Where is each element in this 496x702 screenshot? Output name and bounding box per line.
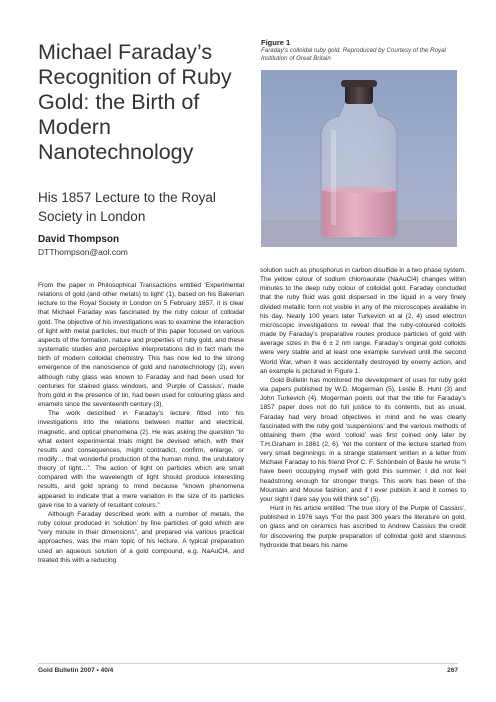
body-paragraph: From the paper in Philosophical Transactions entitled ‘Experimental relations of gold (and other metals) to light’ (1), based on his Bakerian lecture to the Royal Society in London on 5 February 1857, it is clear that Michael Faraday was fascinated by the ruby colour of colloidal gold. The objective of his investigations was to examine the interaction of light with metal particles, but much of this paper focused on various aspects of the formation, nature and properties of ruby gold, and these systematic studies and perceptive interpretations did in fact mark the birth of modern colloidal chemistry. This has now led to the strong emergence of the nanoscience of gold and nanotechnology (2), even although ruby glass was known to Faraday and had been used for centuries for stained glass windows, and ‘Purple of Cassius’, made from gold in the presence of tin, had been used for colouring glass and enamels since the seventeenth century (3). — [38, 282, 244, 409]
figure-caption-block — [261, 38, 461, 63]
journal-footer: Gold Bulletin 2007 • 40/4 — [38, 667, 114, 674]
ruby-gold-bottle-photo — [261, 70, 457, 247]
body-column-right — [260, 266, 466, 550]
body-column-left — [38, 281, 244, 565]
body-paragraph: Hunt in his article entitled ‘The true story of the Purple of Cassius’, published in 1976 says “For the past 300 years the literature on gold, on glass and on ceramics has ascribed to Andrew Cassius the credit for discovering the purple preparation of colloidal gold and stannous hydroxide that bears his name — [260, 505, 466, 549]
glass-highlight — [331, 130, 336, 225]
author-email[interactable]: DTThompson@aol.com — [38, 247, 128, 257]
footer-rule — [38, 663, 458, 664]
body-paragraph: Gold Bulletin has monitored the development of uses for ruby gold via papers published by W.D. Mogerman (5), Leslie B. Hunt (3) and John Turkevich (4). Mogerman points out that the title for Faraday’s 1857 paper does not do full justice to its contents, but as usual, Faraday had very broad objectives in mind and he was clearly fascinated with the ruby gold ‘suspensions’ and the various methods of obtaining them (the word ‘colloid’ was first coined only later by T.H.Graham in 1861 (2, 6). Yet the content of the lecture started from very small beginnings: in a strange statement written in a letter from Michael Faraday to his friend Prof C. F. Schönbein of Basle he wrote “I have been occupying myself with gold this summer; I did not feel headstrong enough for stronger things. This work has been of the Mountain and Mouse fashion; and if I ever publish it and it comes to your sight I dare say you will think so” (5). — [260, 376, 466, 503]
article-subtitle: His 1857 Lecture to the Royal Society in London — [38, 190, 216, 224]
stopper-top — [341, 80, 377, 87]
article-title: Michael Faraday’s Recognition of Ruby Gold: the Birth of Modern Nanotechnology — [38, 40, 232, 164]
body-paragraph: solution such as phosphorus in carbon disulfide in a two phase system. The yellow colour of sodium chloroaurate (NaAuCl4) changes within minutes to the deep ruby colour of colloidal gold. Faraday concluded that the ruby fluid was gold dispersed in the liquid in a very finely divided metallic form not visible in any of the microscopes available in his day. Nearly 100 years later Turkevich et al (2, 4) used electron microscopic investigations to reveal that the ruby-coloured colloids made by Faraday’s preparative routes produce particles of gold with average sizes in the 6 ± 2 nm range. Faraday’s original gold colloids were very stable and at least one example survived until the second World War, when it was accidentally destroyed by enemy action, and an example is pictured in Figure 1. — [260, 267, 466, 375]
body-paragraph: The work described in Faraday’s lecture fitted into his investigations into the relations between matter and electrical, magnetic, and optical phenomena (2). He was asking the question “to what extent experimental trials might be devised which, with their results and consequences, might contradict, confirm, enlarge, or modify… that wonderful production of the human mind, the undulatory theory of light…”. The action of light on particles which are small compared with the wavelength of light should produce interesting results, and gold sprang to mind because “known phenomena appeared to indicate that a mere variation in the size of its particles gave rise to a variety of resultant colours.” — [38, 410, 244, 509]
figure-label: Figure 1 — [261, 38, 291, 47]
page-number: 267 — [447, 667, 458, 674]
body-paragraph: Although Faraday described work with a number of metals, the ruby colour produced in ‘solution’ by fine particles of gold which are “very minute in their dimensions”, and prepared via various practical approaches, was the main topic of his lecture. A typical preparation used an aqueous solution of a gold compound, e.g. NaAuCl4, and treated this with a reducing — [38, 510, 244, 564]
author-name: David Thompson — [38, 234, 120, 245]
bottle-illustration — [261, 70, 457, 247]
figure-caption: Faraday’s colloidal ruby gold. Reproduced by Courtesy of the Royal Institution of Great Britain — [261, 47, 446, 62]
